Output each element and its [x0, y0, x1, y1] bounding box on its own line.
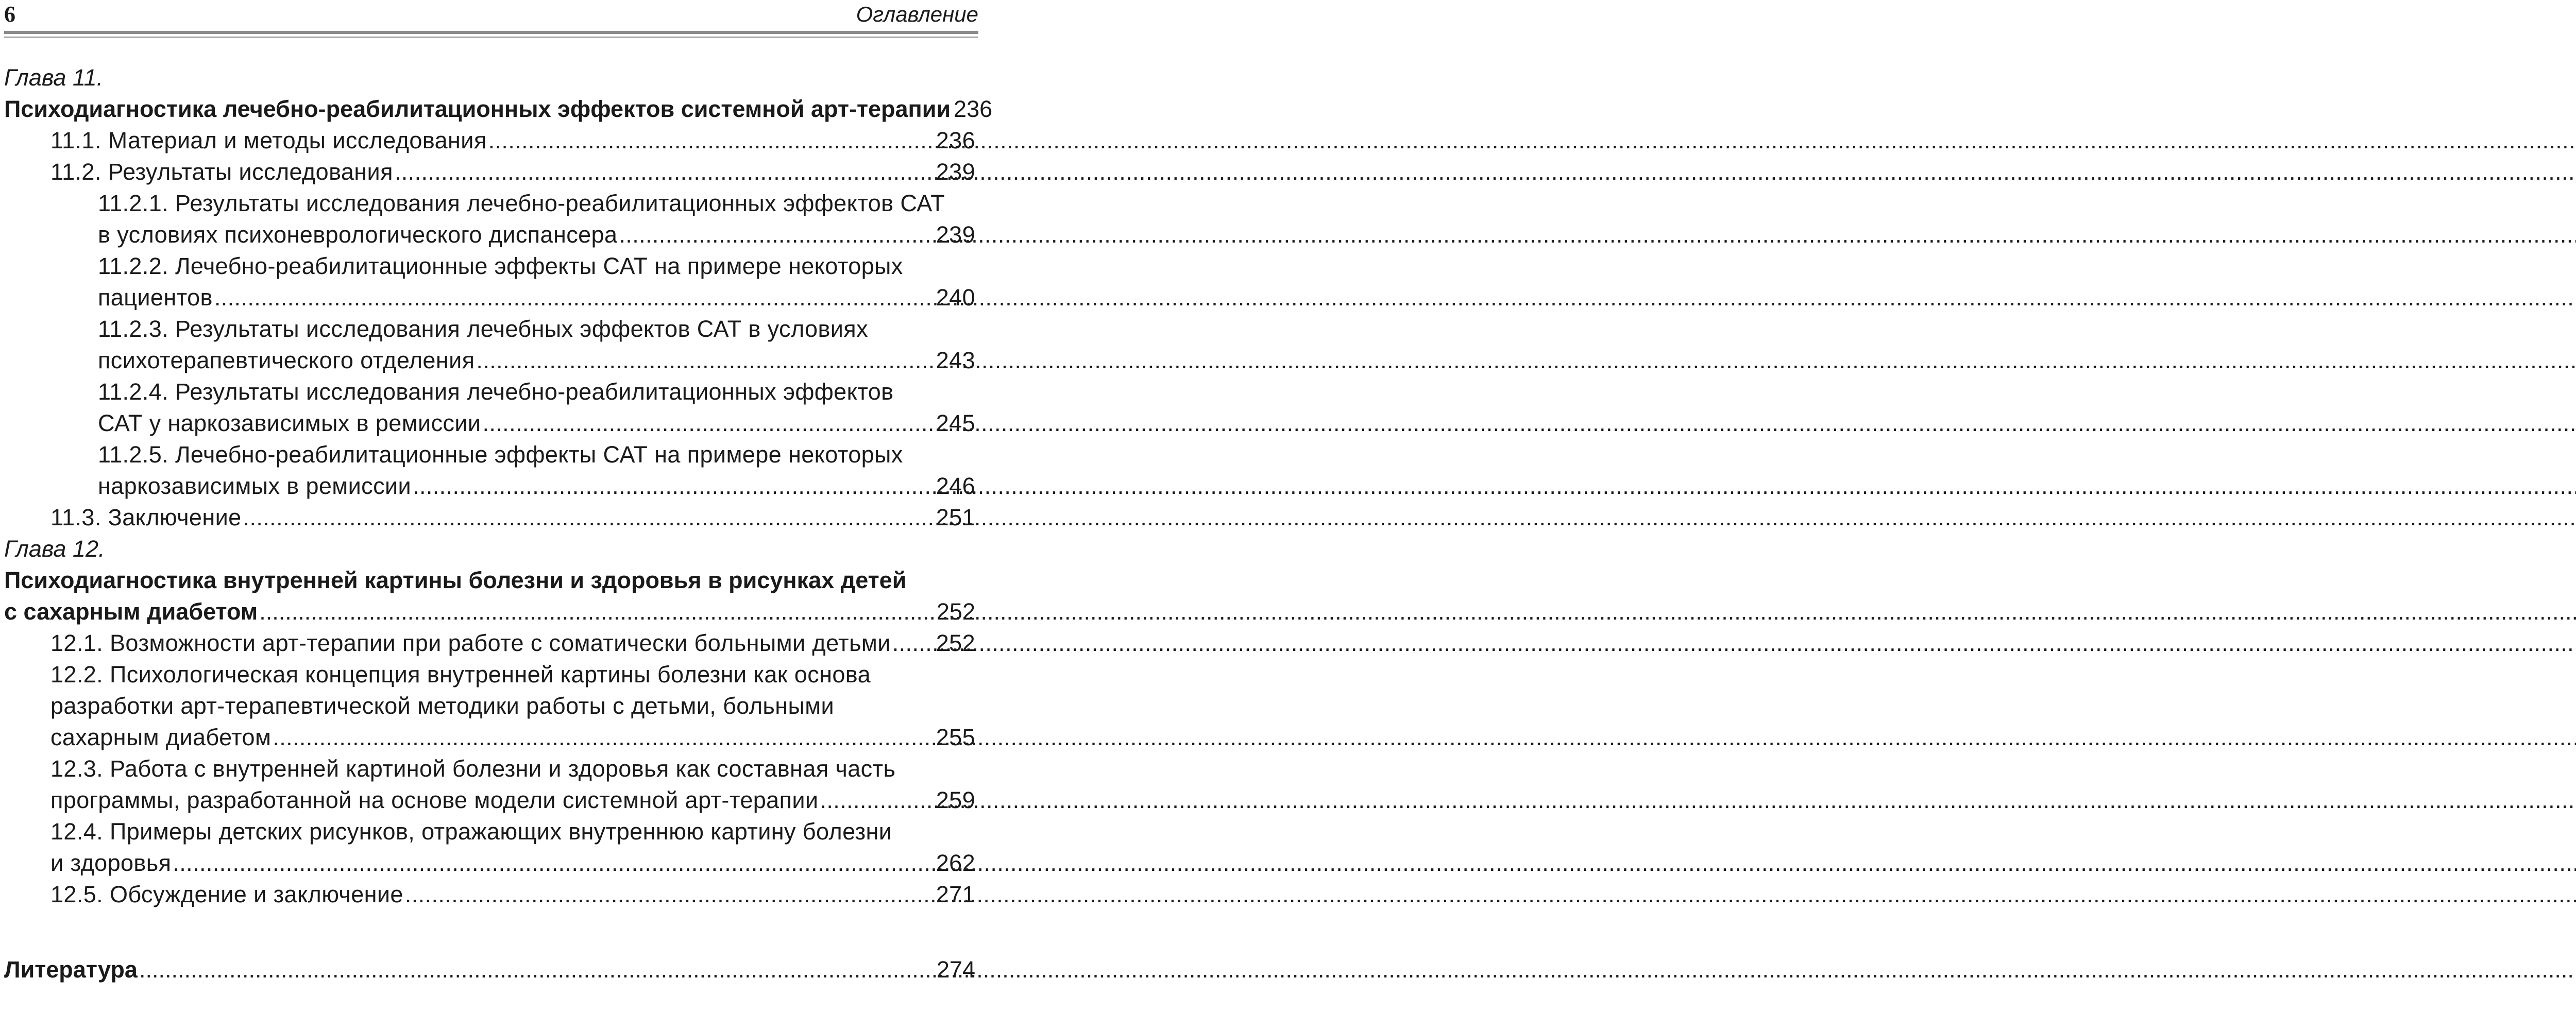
toc-entry-title-line: в условиях психоневрологического диспансера	[98, 221, 618, 248]
toc-entry-title: Литература	[4, 956, 138, 983]
dot-leader	[619, 219, 934, 250]
dot-leader	[488, 125, 935, 156]
page-number: 6	[4, 2, 15, 27]
dot-leader	[892, 627, 935, 659]
toc-entry-title-line: 11.2.3. Результаты исследования лечебных эффектов САТ в условиях	[98, 316, 868, 342]
header-rule-thick	[4, 31, 978, 34]
toc-entry-title-line: 11.2.5. Лечебно-реабилитационные эффекты САТ на примере некоторых	[98, 441, 903, 468]
toc-entry-11-2-1[interactable]	[4, 187, 975, 250]
toc-entry-page: 246	[936, 473, 975, 499]
table-of-contents	[4, 62, 993, 985]
toc-entry-title: 11.3. Заключение	[50, 504, 242, 530]
toc-entry-title-line: 12.4. Примеры детских рисунков, отражающих внутреннюю картину болезни	[50, 818, 892, 845]
toc-entry-title-line: наркозависимых в ремиссии	[98, 473, 412, 499]
dot-leader	[139, 954, 935, 985]
toc-entry-chapter-12[interactable]	[4, 564, 975, 627]
toc-entry-page: 252	[936, 598, 975, 625]
toc-entry-title: 12.1. Возможности арт-терапии при работе с соматически больными детьми	[50, 630, 891, 656]
toc-entry-title: 11.1. Материал и методы исследования	[50, 127, 487, 153]
toc-entry-chapter-11[interactable]	[4, 93, 993, 125]
toc-entry-title-line: 11.2.2. Лечебно-реабилитационные эффекты САТ на примере некоторых	[98, 253, 903, 279]
toc-entry-page: 236	[954, 96, 993, 122]
dot-leader	[405, 879, 935, 910]
dot-leader	[214, 282, 935, 313]
toc-entry-title: 12.5. Обсуждение и заключение	[50, 881, 403, 907]
toc-entry-page: 262	[936, 850, 975, 876]
toc-entry-12-5[interactable]	[4, 879, 975, 910]
toc-entry-references[interactable]	[4, 954, 975, 985]
chapter-12-label: Глава 12.	[4, 536, 105, 562]
toc-entry-page: 259	[936, 787, 975, 813]
dot-leader	[476, 345, 934, 376]
toc-entry-title-line: сахарным диабетом	[50, 724, 272, 750]
toc-entry-11-2-4[interactable]	[4, 376, 975, 439]
toc-entry-11-2-3[interactable]	[4, 313, 975, 376]
toc-entry-page: 271	[936, 881, 975, 907]
dot-leader	[273, 722, 934, 753]
dot-leader	[820, 784, 934, 816]
toc-entry-title-line: САТ у наркозависимых в ремиссии	[98, 410, 481, 436]
header-rule-thin	[4, 37, 978, 38]
toc-entry-page: 239	[936, 221, 975, 248]
toc-entry-title-line: психотерапевтического отделения	[98, 347, 475, 373]
toc-entry-title-line: разработки арт-терапевтической методики работы с детьми, больными	[50, 693, 835, 719]
toc-entry-11-2-2[interactable]	[4, 250, 975, 313]
spacer	[4, 941, 975, 954]
spacer	[4, 910, 975, 941]
toc-entry-11-2[interactable]	[4, 156, 975, 187]
running-head	[4, 0, 978, 30]
toc-entry-title-line: 11.2.4. Результаты исследования лечебно-реабилитационных эффектов	[98, 379, 894, 405]
toc-entry-title: 11.2. Результаты исследования	[50, 159, 393, 185]
toc-entry-page: 252	[936, 630, 975, 656]
toc-entry-page: 239	[936, 159, 975, 185]
toc-entry-page: 251	[936, 504, 975, 530]
toc-entry-11-3[interactable]	[4, 502, 975, 533]
dot-leader	[173, 847, 934, 879]
dot-leader	[413, 470, 935, 502]
toc-entry-title-line: 12.2. Психологическая концепция внутренней картины болезни как основа	[50, 661, 871, 688]
toc-entry-11-1[interactable]	[4, 125, 975, 156]
toc-entry-page: 255	[936, 724, 975, 750]
toc-entry-title-line: 12.3. Работа с внутренней картиной болезни и здоровья как составная часть	[50, 756, 896, 782]
toc-entry-12-2[interactable]	[4, 659, 975, 753]
toc-page	[0, 0, 993, 1030]
toc-entry-page: 240	[936, 284, 975, 311]
running-section-title: Оглавление	[856, 2, 978, 26]
toc-entry-title-line: и здоровья	[50, 850, 172, 876]
toc-entry-11-2-5[interactable]	[4, 439, 975, 502]
toc-entry-page: 274	[936, 956, 975, 983]
dot-leader	[395, 156, 935, 187]
toc-entry-page: 236	[936, 127, 975, 153]
toc-entry-12-3[interactable]	[4, 753, 975, 816]
dot-leader	[482, 407, 934, 439]
toc-entry-12-1[interactable]	[4, 627, 975, 659]
dot-leader	[243, 502, 935, 533]
toc-entry-page: 243	[936, 347, 975, 373]
toc-entry-12-4[interactable]	[4, 816, 975, 879]
dot-leader	[259, 596, 935, 627]
toc-entry-title: Психодиагностика лечебно-реабилитационных эффектов системной арт-терапии	[4, 96, 951, 122]
toc-entry-title-line: программы, разработанной на основе модели системной арт-терапии	[50, 787, 819, 813]
toc-entry-title-line: с сахарным диабетом	[4, 598, 258, 625]
toc-entry-title-line: пациентов	[98, 284, 213, 311]
toc-entry-page: 245	[936, 410, 975, 436]
toc-entry-title-line: Психодиагностика внутренней картины болезни и здоровья в рисунках детей	[4, 567, 907, 593]
toc-entry-title-line: 11.2.1. Результаты исследования лечебно-реабилитационных эффектов САТ	[98, 190, 945, 216]
chapter-11-label: Глава 11.	[4, 64, 104, 91]
